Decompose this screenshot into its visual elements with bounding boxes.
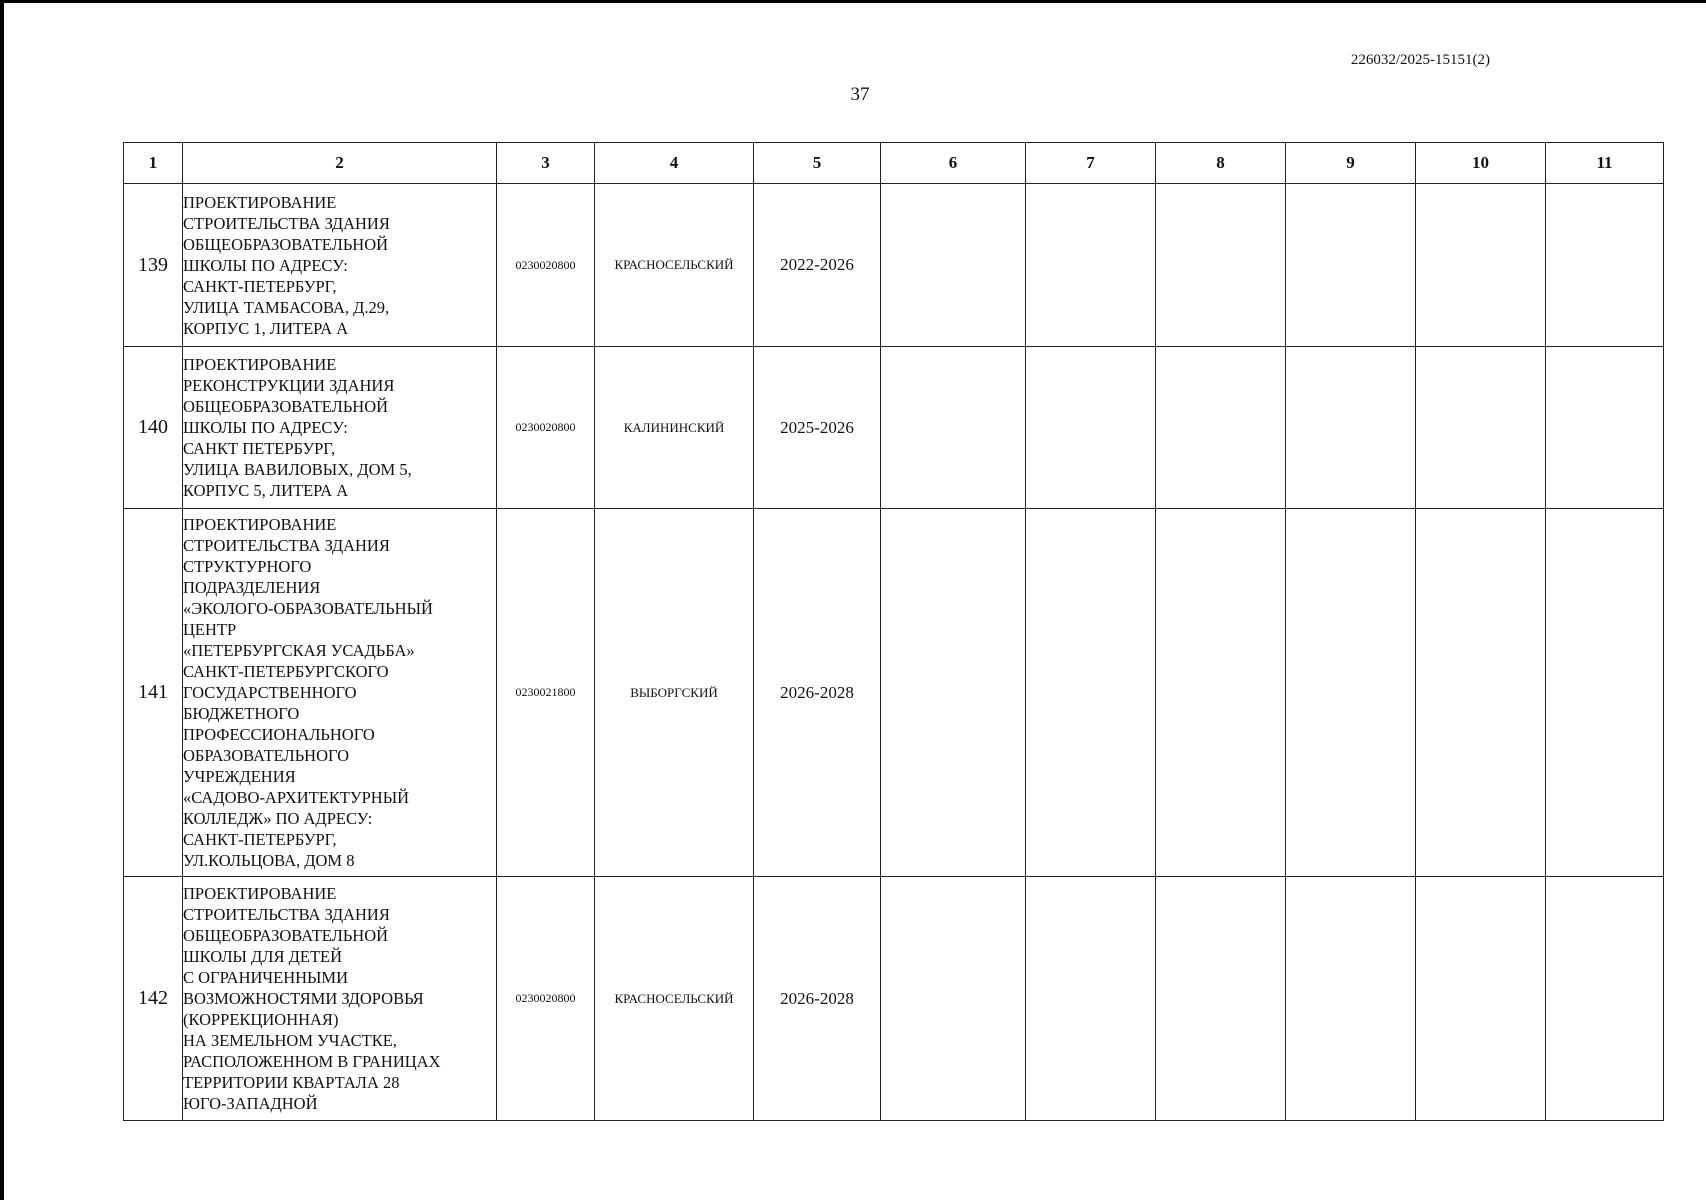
empty-cell	[1156, 184, 1286, 347]
empty-cell	[1286, 509, 1416, 877]
period: 2026-2028	[754, 877, 881, 1121]
empty-cell	[1546, 184, 1664, 347]
row-number: 142	[124, 877, 183, 1121]
object-description: ПРОЕКТИРОВАНИЕ СТРОИТЕЛЬСТВА ЗДАНИЯ СТРУКТУРНОГО ПОДРАЗДЕЛЕНИЯ «ЭКОЛОГО-ОБРАЗОВАТЕЛЬНЫЙ ЦЕНТР «ПЕТЕРБУРГСКАЯ УСАДЬБА» САНКТ-ПЕТЕРБУРГСКОГО ГОСУДАРСТВЕННОГО БЮДЖЕТНОГО ПРОФЕССИОНАЛЬНОГО ОБРАЗОВАТЕЛЬНОГО УЧРЕЖДЕНИЯ «САДОВО-АРХИТЕКТУРНЫЙ КОЛЛЕДЖ» ПО АДРЕСУ: САНКТ-ПЕТЕРБУРГ, УЛ.КОЛЬЦОВА, ДОМ 8	[183, 509, 497, 877]
empty-cell	[1026, 184, 1156, 347]
empty-cell	[881, 877, 1026, 1121]
empty-cell	[1286, 877, 1416, 1121]
column-header: 7	[1026, 143, 1156, 184]
empty-cell	[881, 347, 1026, 509]
column-header: 10	[1416, 143, 1546, 184]
empty-cell	[1286, 347, 1416, 509]
column-header: 6	[881, 143, 1026, 184]
budget-code: 0230021800	[497, 509, 595, 877]
column-header: 4	[595, 143, 754, 184]
period: 2022-2026	[754, 184, 881, 347]
table-row	[124, 509, 1664, 877]
header-row	[124, 143, 1664, 184]
empty-cell	[881, 184, 1026, 347]
column-header: 9	[1286, 143, 1416, 184]
table-row	[124, 877, 1664, 1121]
table-row	[124, 347, 1664, 509]
district: ВЫБОРГСКИЙ	[595, 509, 754, 877]
empty-cell	[1546, 509, 1664, 877]
empty-cell	[1416, 877, 1546, 1121]
empty-cell	[1026, 347, 1156, 509]
budget-code: 0230020800	[497, 347, 595, 509]
column-header: 8	[1156, 143, 1286, 184]
empty-cell	[1156, 877, 1286, 1121]
empty-cell	[1026, 877, 1156, 1121]
page-number: 37	[850, 84, 870, 105]
empty-cell	[1546, 347, 1664, 509]
column-header: 1	[124, 143, 183, 184]
empty-cell	[1416, 184, 1546, 347]
empty-cell	[1546, 877, 1664, 1121]
empty-cell	[1156, 509, 1286, 877]
district: КРАСНОСЕЛЬСКИЙ	[595, 877, 754, 1121]
column-header: 3	[497, 143, 595, 184]
column-header: 11	[1546, 143, 1664, 184]
document-id: 226032/2025-15151(2)	[1350, 52, 1490, 68]
table-row	[124, 184, 1664, 347]
empty-cell	[1026, 509, 1156, 877]
object-description: ПРОЕКТИРОВАНИЕ РЕКОНСТРУКЦИИ ЗДАНИЯ ОБЩЕОБРАЗОВАТЕЛЬНОЙ ШКОЛЫ ПО АДРЕСУ: САНКТ ПЕТЕРБУРГ, УЛИЦА ВАВИЛОВЫХ, ДОМ 5, КОРПУС 5, ЛИТЕРА А	[183, 347, 497, 509]
register-table	[123, 142, 1664, 1121]
empty-cell	[1286, 184, 1416, 347]
budget-code: 0230020800	[497, 877, 595, 1121]
budget-code: 0230020800	[497, 184, 595, 347]
row-number: 140	[124, 347, 183, 509]
object-description: ПРОЕКТИРОВАНИЕ СТРОИТЕЛЬСТВА ЗДАНИЯ ОБЩЕОБРАЗОВАТЕЛЬНОЙ ШКОЛЫ ПО АДРЕСУ: САНКТ-ПЕТЕРБУРГ, УЛИЦА ТАМБАСОВА, Д.29, КОРПУС 1, ЛИТЕРА А	[183, 184, 497, 347]
empty-cell	[1416, 509, 1546, 877]
object-description: ПРОЕКТИРОВАНИЕ СТРОИТЕЛЬСТВА ЗДАНИЯ ОБЩЕОБРАЗОВАТЕЛЬНОЙ ШКОЛЫ ДЛЯ ДЕТЕЙ С ОГРАНИЧЕННЫМИ ВОЗМОЖНОСТЯМИ ЗДОРОВЬЯ (КОРРЕКЦИОННАЯ) НА ЗЕМЕЛЬНОМ УЧАСТКЕ, РАСПОЛОЖЕННОМ В ГРАНИЦАХ ТЕРРИТОРИИ КВАРТАЛА 28 ЮГО-ЗАПАДНОЙ	[183, 877, 497, 1121]
column-header: 2	[183, 143, 497, 184]
row-number: 139	[124, 184, 183, 347]
period: 2025-2026	[754, 347, 881, 509]
column-header: 5	[754, 143, 881, 184]
district: КАЛИНИНСКИЙ	[595, 347, 754, 509]
row-number: 141	[124, 509, 183, 877]
period: 2026-2028	[754, 509, 881, 877]
empty-cell	[881, 509, 1026, 877]
empty-cell	[1156, 347, 1286, 509]
district: КРАСНОСЕЛЬСКИЙ	[595, 184, 754, 347]
empty-cell	[1416, 347, 1546, 509]
